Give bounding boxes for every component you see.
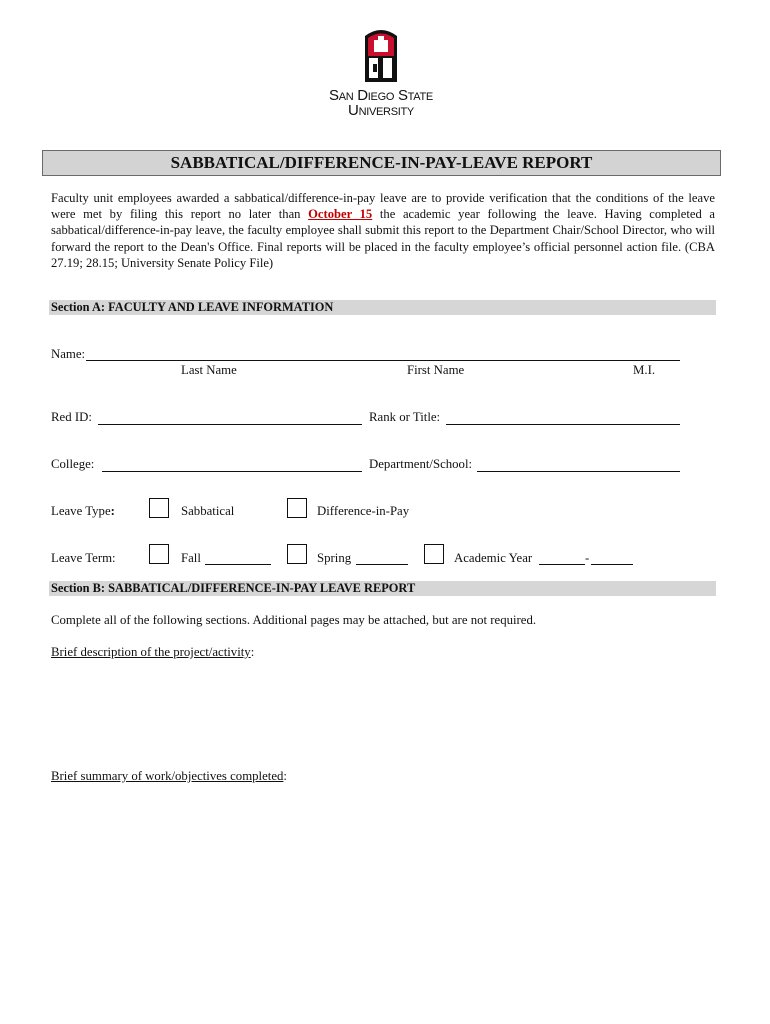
sdsu-shield-icon <box>363 26 399 84</box>
mi-caption: M.I. <box>633 363 656 377</box>
brief-summary-text: Brief summary of work/objectives completed <box>51 769 284 783</box>
brief-summary-label <box>51 769 287 784</box>
sabbatical-label: Sabbatical <box>181 504 235 518</box>
rank-label: Rank or Title: <box>369 410 441 424</box>
fall-checkbox[interactable] <box>149 544 169 564</box>
leave-type-colon: : <box>110 504 115 518</box>
intro-paragraph <box>51 190 715 271</box>
brief-description-colon: : <box>250 645 255 659</box>
college-label: College: <box>51 457 95 471</box>
university-logo <box>316 26 446 122</box>
section-b-instructions: Complete all of the following sections. Additional pages may be attached, but are not required. <box>51 613 537 627</box>
brief-description-text: Brief description of the project/activity <box>51 645 251 659</box>
spring-label: Spring <box>317 551 352 565</box>
fall-label: Fall <box>181 551 201 565</box>
brief-description-label <box>51 645 254 660</box>
leave-type-text: Leave Type <box>51 504 111 518</box>
department-label: Department/School: <box>369 457 473 471</box>
academic-year-end-input-line[interactable] <box>591 564 633 565</box>
academic-year-checkbox[interactable] <box>424 544 444 564</box>
last-name-caption: Last Name <box>181 363 237 377</box>
difference-in-pay-label: Difference-in-Pay <box>317 504 410 518</box>
red-id-label: Red ID: <box>51 410 92 424</box>
section-b-heading: Section B: SABBATICAL/DIFFERENCE-IN-PAY LEAVE REPORT <box>49 581 716 596</box>
university-name-line1: San Diego State <box>329 87 433 104</box>
deadline-date: October 15 <box>308 207 373 222</box>
name-input-line[interactable] <box>86 360 680 361</box>
university-name-line2: University <box>348 102 414 119</box>
brief-summary-colon: : <box>283 769 287 783</box>
leave-type-label <box>51 504 115 519</box>
red-id-input-line[interactable] <box>98 424 362 425</box>
academic-year-label: Academic Year <box>454 551 533 565</box>
college-input-line[interactable] <box>102 471 362 472</box>
intro-text-after: the academic year following the leave. Having completed a sabbatical/difference-in-pay leave, the faculty employee shall submit this report to the Department Chair/School Director, who will forward the report to the Dean's Office. Final reports will be placed in the faculty employee’s official personnel action file. (CBA 27.19; 28.15; University Senate Policy File) <box>51 207 716 270</box>
form-title: SABBATICAL/DIFFERENCE-IN-PAY-LEAVE REPORT <box>42 150 721 176</box>
academic-year-start-input-line[interactable] <box>539 564 585 565</box>
spring-checkbox[interactable] <box>287 544 307 564</box>
difference-in-pay-checkbox[interactable] <box>287 498 307 518</box>
intro-text-before: Faculty unit employees awarded a sabbatical/difference-in-pay leave are to provide verification that the conditions of the leave were met by filing this report no later than <box>51 191 715 222</box>
fall-year-input-line[interactable] <box>205 564 271 565</box>
academic-year-dash: - <box>585 551 590 565</box>
spring-year-input-line[interactable] <box>356 564 408 565</box>
name-label: Name: <box>51 347 86 361</box>
sabbatical-checkbox[interactable] <box>149 498 169 518</box>
department-input-line[interactable] <box>477 471 680 472</box>
section-a-heading: Section A: FACULTY AND LEAVE INFORMATION <box>49 300 716 315</box>
rank-input-line[interactable] <box>446 424 680 425</box>
leave-term-label: Leave Term: <box>51 551 116 565</box>
first-name-caption: First Name <box>407 363 465 377</box>
